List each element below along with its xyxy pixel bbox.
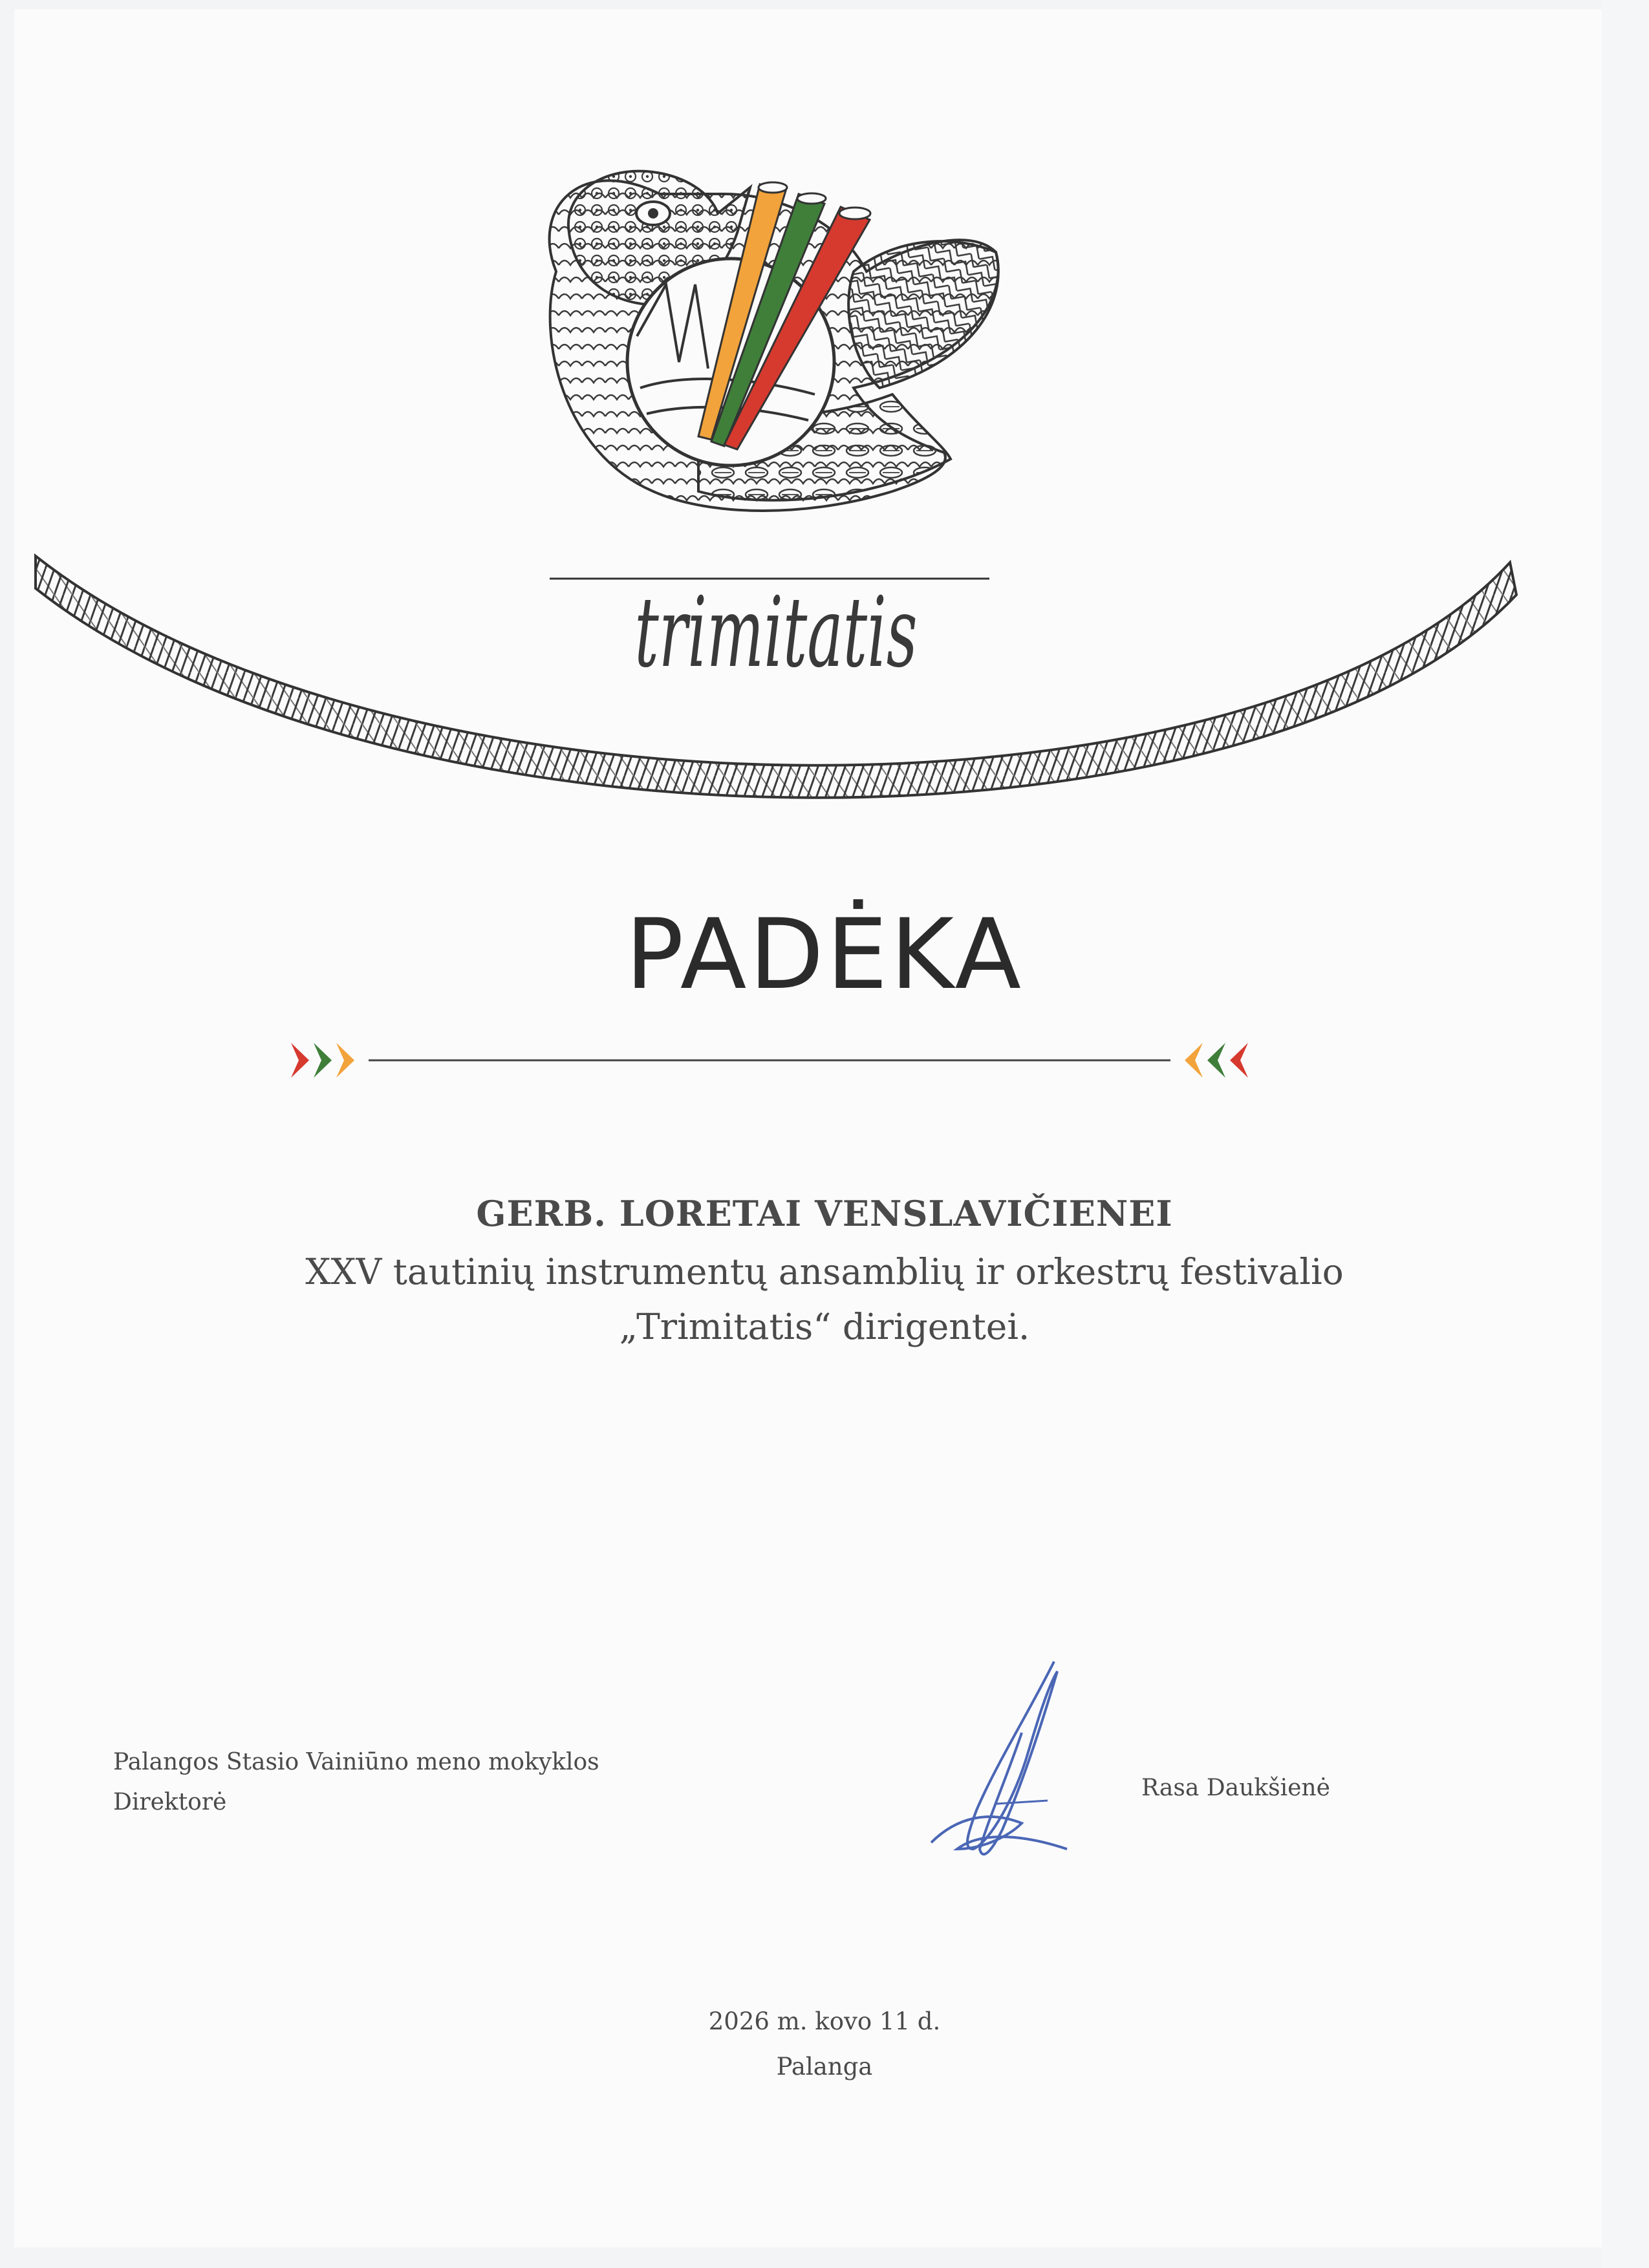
arrow-ornament-left (291, 1043, 354, 1078)
recipient-name: GERB. LORETAI VENSLAVIČIENEI (476, 1193, 1173, 1234)
arrow-ornament-right (1185, 1043, 1248, 1078)
logo-wordmark: trimitatis (634, 576, 918, 690)
ornamental-divider (278, 1031, 1261, 1089)
issue-place: Palanga (776, 2053, 873, 2081)
handwritten-signature (918, 1655, 1086, 1868)
trimitatis-logo (0, 0, 1649, 860)
recipient-description-line1: XXV tautinių instrumentų ansamblių ir orkestrų festivalio (305, 1251, 1344, 1292)
signatory-block (113, 1742, 599, 1823)
issue-date: 2026 m. kovo 11 d. (708, 2007, 941, 2035)
certificate-title: PADĖKA (625, 899, 1024, 1011)
signatory-position: Direktorė (113, 1789, 227, 1815)
bird-wing (848, 241, 998, 388)
signatory-institution: Palangos Stasio Vainiūno meno mokyklos (113, 1749, 599, 1775)
signatory-name: Rasa Daukšienė (1141, 1775, 1330, 1801)
recipient-description-line2: „Trimitatis“ dirigentei. (619, 1306, 1030, 1347)
